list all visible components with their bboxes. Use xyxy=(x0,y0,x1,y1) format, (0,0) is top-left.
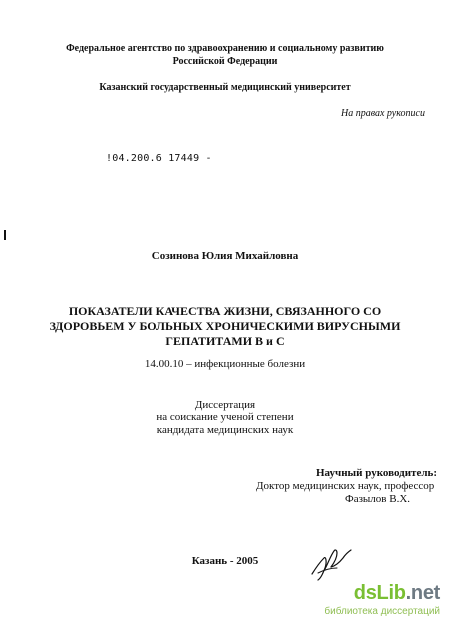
watermark-site-suffix: .net xyxy=(405,582,440,604)
supervisor-name: Фазылов В.Х. xyxy=(345,493,411,505)
watermark-site-prefix: dsLib xyxy=(353,582,406,604)
signature-icon xyxy=(306,543,354,585)
watermark-subtitle: библиотека диссертаций xyxy=(324,606,440,617)
author-name: Созинова Юлия Михайловна xyxy=(151,250,299,262)
thesis-title-line-3: ГЕПАТИТАМИ В и С xyxy=(165,334,285,348)
dissertation-type-line-1: Диссертация xyxy=(194,399,256,411)
agency-line-2: Российской Федерации xyxy=(172,56,278,67)
university-name: Казанский государственный медицинский университет xyxy=(99,82,351,93)
watermark xyxy=(312,582,440,624)
margin-mark xyxy=(4,230,6,240)
place-year: Казань - 2005 xyxy=(191,555,259,567)
agency-line-1: Федеральное агентство по здравоохранению и социальному развитию xyxy=(66,43,384,54)
supervisor-degree: Доктор медицинских наук, профессор xyxy=(256,480,435,492)
thesis-title-line-1: ПОКАЗАТЕЛИ КАЧЕСТВА ЖИЗНИ, СВЯЗАННОГО СО xyxy=(68,304,382,318)
catalog-stamp: !04.200.6 17449 - xyxy=(106,153,212,164)
watermark-site xyxy=(312,582,440,604)
supervisor-label: Научный руководитель: xyxy=(316,467,437,479)
thesis-title-line-2: ЗДОРОВЬЕМ У БОЛЬНЫХ ХРОНИЧЕСКИМИ ВИРУСНЫМИ xyxy=(49,319,401,333)
dissertation-type-line-2: на соискание ученой степени xyxy=(156,411,294,423)
dissertation-type-line-3: кандидата медицинских наук xyxy=(156,424,294,436)
specialty-line: 14.00.10 – инфекционные болезни xyxy=(144,358,306,370)
rights-note: На правах рукописи xyxy=(341,108,425,119)
